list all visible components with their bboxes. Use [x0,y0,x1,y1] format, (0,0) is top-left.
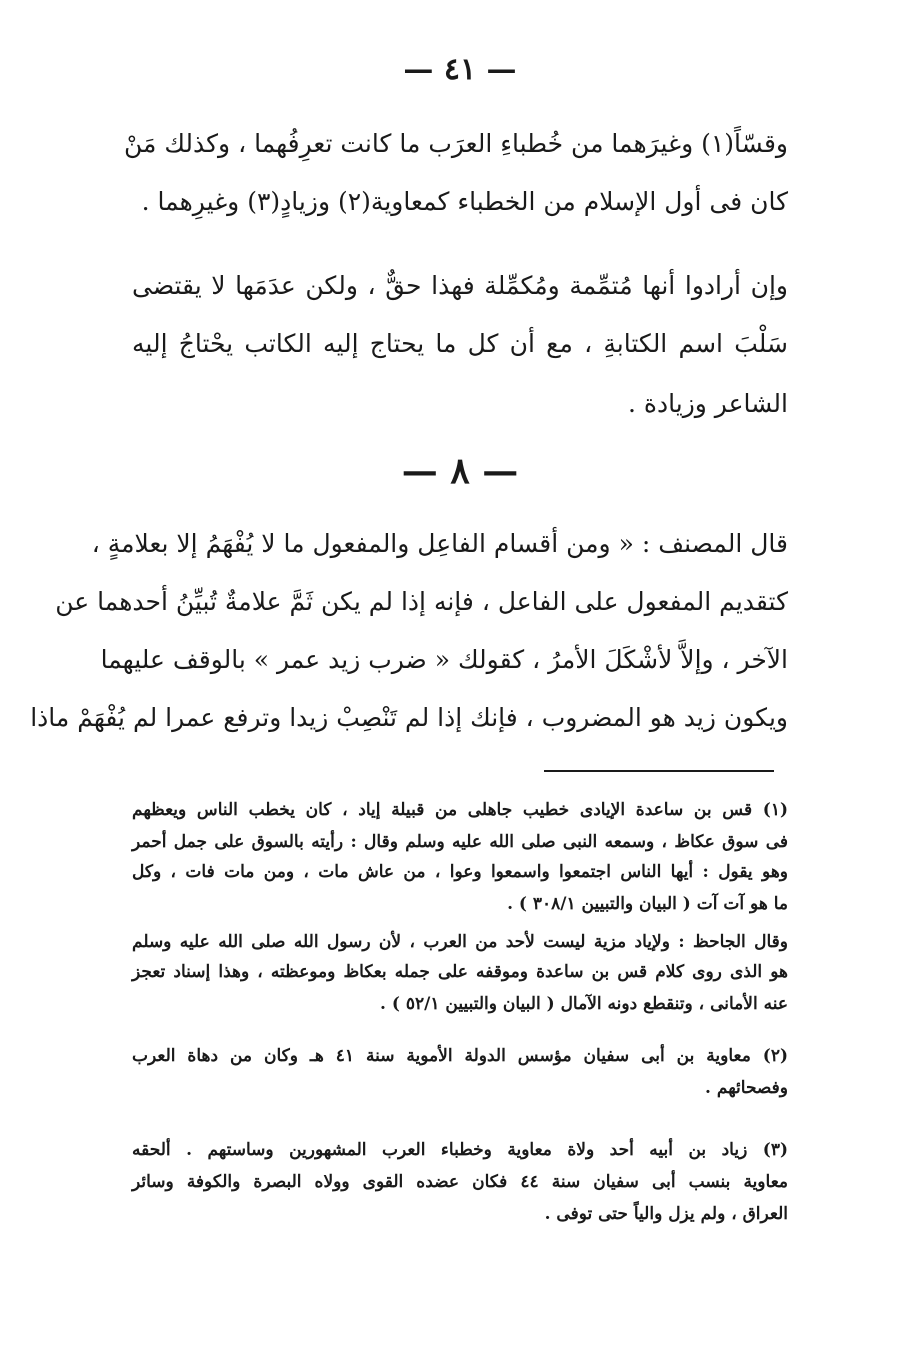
footnote-1-line-4: ما هو آت آت ( البيان والتبيين ٣٠٨/١ ) . [507,894,788,914]
footnote-1b-line-2: هو الذى روى كلام قس بن ساعدة وموقفه على جمله بعكاظ وموعظته ، وهذا إسناد تعجز [132,962,788,982]
footnote-separator [544,770,774,772]
paragraph-3-line-2: كتقديم المفعول على الفاعل ، فإنه إذا لم يكن ثَمَّ علامةٌ تُبيِّنُ أحدهما عن [55,587,788,616]
footnote-1-line-2: فى سوق عكاظ ، وسمعه النبى صلى الله عليه وسلم وقال : رأيته بالسوق على جمل أحمر [132,832,788,852]
paragraph-1-line-2: كان فى أول الإسلام من الخطباء كمعاوية(٢) وزيادٍ(٣) وغيرِهما . [141,187,788,216]
footnote-1-line-3: وهو يقول : أيها الناس اجتمعوا واسمعوا وعوا ، من عاش مات ، ومن مات فات ، وكل [132,862,788,882]
paragraph-2-line-3: الشاعر وزيادة . [628,389,788,418]
footnote-2-line-1: (٢) معاوية بن أبى سفيان مؤسس الدولة الأموية سنة ٤١ هـ وكان من دهاة العرب [132,1046,788,1066]
footnote-1b-line-1: وقال الجاحظ : ولإياد مزية ليست لأحد من العرب ، لأن رسول الله صلى الله عليه وسلم [132,932,788,952]
footnote-3-line-3: العراق ، ولم يزل والياً حتى توفى . [544,1204,788,1224]
paragraph-3-line-3: الآخر ، وإلاَّ لأشْكَلَ الأمرُ ، كقولك « ضرب زيد عمر » بالوقف عليهما [100,645,788,674]
section-number: — ٨ — [401,450,519,492]
footnote-1-line-1: (١) قس بن ساعدة الإيادى خطيب جاهلى من قبيلة إياد ، كان يخطب الناس ويعظهم [132,800,788,820]
footnote-2-line-2: وفصحائهم . [705,1078,788,1098]
paragraph-2-line-1: وإن أرادوا أنها مُتمِّمة ومُكمِّلة فهذا حقٌّ ، ولكن عدَمَها لا يقتضى [132,271,788,300]
footnote-1b-line-3: عنه الأمانى ، وتنقطع دونه الآمال ( البيان والتبيين ٥٢/١ ) . [380,994,788,1014]
page-number: — ٤١ — [403,52,517,87]
footnote-3-line-2: معاوية بنسب أبى سفيان سنة ٤٤ فكان عضده القوى وولاه البصرة والكوفة وسائر [132,1172,789,1192]
paragraph-2-line-2: سَلْبَ اسم الكتابةِ ، مع أن كل ما يحتاج إليه الكاتب يحْتاجُ إليه [132,329,788,358]
paragraph-1-line-1: وقسّاً(١) وغيرَهما من خُطباءِ العرَب ما كانت تعرِفُهما ، وكذلك مَنْ [123,129,788,158]
paragraph-3-line-4: ويكون زيد هو المضروب ، فإنك إذا لم تَنْصِبْ زيدا وترفع عمرا لم يُفْهَمْ ماذا [30,703,788,732]
footnote-3-line-1: (٣) زياد بن أبيه أحد ولاة معاوية وخطباء العرب المشهورين وساستهم . ألحقه [132,1140,788,1160]
paragraph-3-line-1: قال المصنف : « ومن أقسام الفاعِل والمفعول ما لا يُفْهَمُ إلا بعلامةٍ ، [91,529,788,558]
